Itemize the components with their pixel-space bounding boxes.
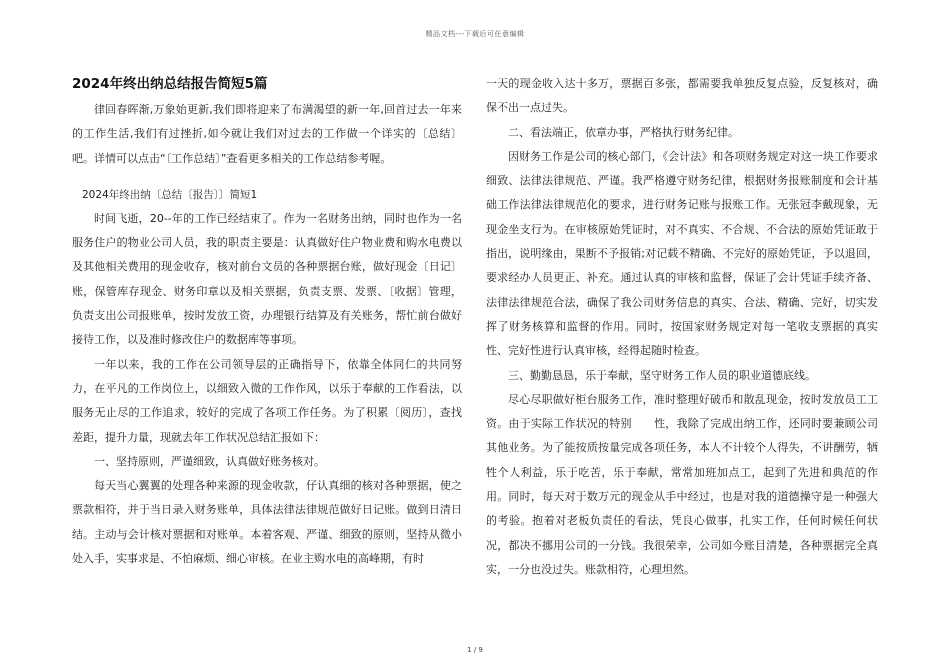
page-header: 精品文档---下载后可任意编辑 bbox=[425, 30, 525, 38]
intro-paragraph: 律回春晖渐,万象始更新,我们即将迎来了布满渴望的新一年,回首过去一年来的工作生活,我们有过挫折,如今就让我们对过去的工作做一个详实的〔总结〕吧。详情可以点击“〔工作总结〕”查看更多相关的工作总结参考喔。 bbox=[72, 103, 462, 165]
body-paragraph: 每天当心翼翼的处理各种来源的现金收款，仔认真细的核对各种票据，使之票款相符，并于当日录入财务账单，具体法律法律规范做好日记账。做到日清日结。主动与会计核对票据和对账单。本着客观、严谨、细致的原则，坚持从微小处入手，实事求是、不怕麻烦、细心审核。在业主购水电的高峰期，有时 bbox=[72, 479, 462, 566]
body-paragraph: 一天的现金收入达十多万，票据百多张，都需要我单独反复点验，反复核对，确保不出一点过失。 bbox=[486, 77, 878, 115]
spacer bbox=[72, 171, 462, 183]
body-paragraph: 时间飞逝，20--年的工作已经结束了。作为一名财务出纳，同时也作为一名服务住户的物业公司人员，我的职责主要是：认真做好住户物业费和购水电费以及其他相关费用的现金收存，核对前台文员的各种票据台账，做好现金〔日记〕账，保管库存现金、财务印章以及相关票据，负责支票、发票、〔收据〕管理，负责支出公司报账单，按时发放工资，办理银行结算及有关账务，帮忙前台做好接待工作，以及准时修改住户的数据库等事项。 bbox=[72, 211, 462, 347]
right-column bbox=[486, 72, 878, 582]
page-number: 1 / 9 bbox=[467, 646, 483, 654]
section-subtitle: 2024年终出纳〔总结〔报告〕〕简短1 bbox=[82, 188, 258, 201]
section-heading: 二、看法端正，依章办事，严格执行财务纪律。 bbox=[508, 125, 739, 139]
section-heading: 一、坚持原则，严谨细致，认真做好账务核对。 bbox=[94, 454, 325, 468]
left-column bbox=[72, 72, 462, 571]
body-paragraph: 尽心尽职做好柜台服务工作，准时整理好破币和散乱现金，按时发放员工工资。由于实际工作状况的特别 性，我除了完成出纳工作，还同时要兼顾公司其他业务。为了能按质按量完成各项任务，本人不计较个人得失，不讲酬劳，牺牲个人利益，乐于吃苦，乐于奉献，常常加班加点工，起到了先进和典范的作用。同时，每天对于数万元的现金从手中经过，也是对我的道德操守是一种强大的考验。抱着对老板负责任的看法，凭良心做事，扎实工作，任何时候任何状况，都决不挪用公司的一分钱。我很荣幸，公司如今账目清楚，各种票据完全真实，一分也没过失。账款相符，心理坦然。 bbox=[486, 392, 878, 576]
body-paragraph: 一年以来，我的工作在公司领导层的正确指导下，依靠全体同仁的共同努力，在平凡的工作岗位上，以细致入微的工作作风，以乐于奉献的工作看法，以服务无止尽的工作追求，较好的完成了各项工作任务。为了积累〔阅历〕，查找差距，提升力量，现就去年工作状况总结汇报如下： bbox=[72, 357, 462, 444]
document-title: 2024年终出纳总结报告简短5篇 bbox=[72, 76, 268, 92]
section-heading: 三、勤勤恳恳，乐于奉献，坚守财务工作人员的职业道德底线。 bbox=[508, 368, 816, 382]
body-paragraph: 因财务工作是公司的核心部门，《会计法》和各项财务规定对这一块工作要求细致、法律法律规范、严谨。我严格遵守财务纪律，根据财务报账制度和会计基础工作法律法律规范化的要求，进行财务记账与报账工作。无张冠李戴现象，无现金坐支行为。在审核原始凭证时，对不真实、不合规、不合法的原始凭证敢于指出，说明缘由，果断不予报销;对记载不精确、不完好的原始凭证，予以退回，要求经办人员更正、补充。通过认真的审核和监督，保证了会计凭证手续齐备、法律法律规范合法，确保了我公司财务信息的真实、合法、精确、完好，切实发挥了财务核算和监督的作用。同时，按国家财务规定对每一笔收支票据的真实性、完好性进行认真审核，经得起随时检查。 bbox=[486, 149, 878, 358]
